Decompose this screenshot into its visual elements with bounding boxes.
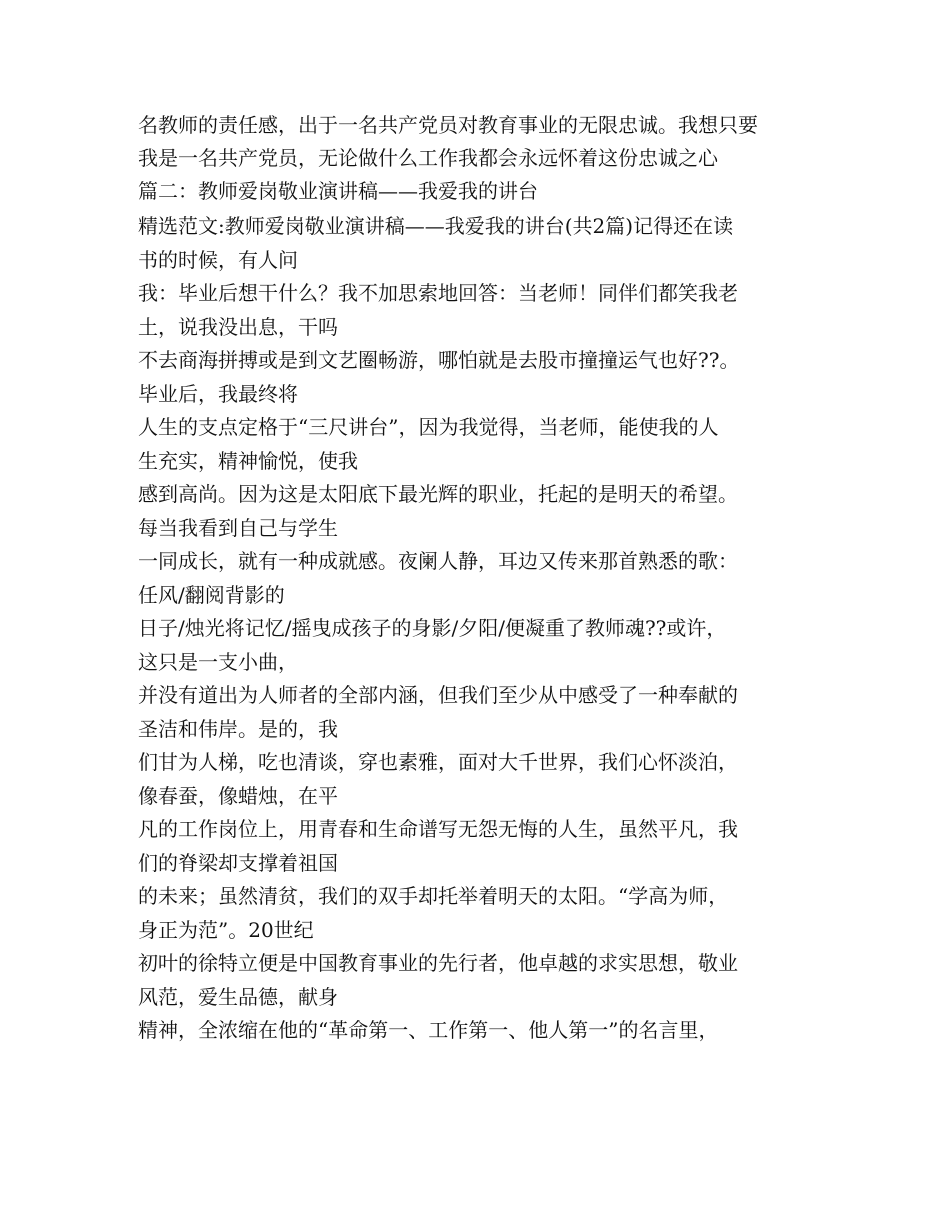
text-line: 感到高尚。因为这是太阳底下最光辉的职业，托起的是明天的希望。: [138, 482, 738, 506]
text-line: 并没有道出为人师者的全部内涵，但我们至少从中感受了一种奉献的: [138, 683, 738, 707]
text-line: 身正为范”。20世纪: [138, 918, 314, 942]
text-line: 不去商海拼搏或是到文艺圈畅游，哪怕就是去股市撞撞运气也好??。: [138, 348, 740, 372]
text-line: 像春蚕，像蜡烛，在平: [138, 784, 338, 808]
text-line: 书的时候，有人问: [138, 248, 298, 272]
text-line: 精神，全浓缩在他的“革命第一、工作第一、他人第一”的名言里，: [138, 1018, 719, 1042]
text-line: 风范，爱生品德，献身: [138, 985, 338, 1009]
text-line: 们甘为人梯，吃也清谈，穿也素雅，面对大千世界，我们心怀淡泊，: [138, 750, 738, 774]
text-line: 名教师的责任感，出于一名共产党员对教育事业的无限忠诚。我想只要: [138, 113, 758, 137]
text-line: 初叶的徐特立便是中国教育事业的先行者，他卓越的求实思想，敬业: [138, 951, 738, 975]
text-line: 我：毕业后想干什么？我不加思索地回答：当老师！同伴们都笑我老: [138, 281, 738, 305]
text-line: 这只是一支小曲，: [138, 650, 298, 674]
text-line: 一同成长，就有一种成就感。夜阑人静，耳边又传来那首熟悉的歌：: [138, 549, 738, 573]
text-line: 人生的支点定格于“三尺讲台”，因为我觉得，当老师，能使我的人: [138, 415, 719, 439]
text-line: 的未来；虽然清贫，我们的双手却托举着明天的太阳。“学高为师，: [138, 884, 729, 908]
text-line: 土，说我没出息，干吗: [138, 315, 338, 339]
text-line: 毕业后，我最终将: [138, 382, 298, 406]
text-line: 们的脊梁却支撑着祖国: [138, 851, 338, 875]
text-line: 圣洁和伟岸。是的，我: [138, 717, 338, 741]
text-line: 我是一名共产党员，无论做什么工作我都会永远怀着这份忠诚之心: [138, 146, 718, 170]
section-heading: 篇二：教师爱岗敬业演讲稿——我爱我的讲台: [138, 179, 538, 203]
text-line: 精选范文:教师爱岗敬业演讲稿——我爱我的讲台(共2篇)记得还在读: [138, 214, 734, 238]
text-line: 日子/烛光将记忆/摇曳成孩子的身影/夕阳/便凝重了教师魂??或许，: [138, 616, 727, 640]
text-line: 生充实，精神愉悦，使我: [138, 449, 358, 473]
text-line: 凡的工作岗位上，用青春和生命谱写无怨无悔的人生，虽然平凡，我: [138, 817, 738, 841]
text-line: 任风/翻阅背影的: [138, 583, 285, 607]
text-line: 每当我看到自己与学生: [138, 516, 338, 540]
